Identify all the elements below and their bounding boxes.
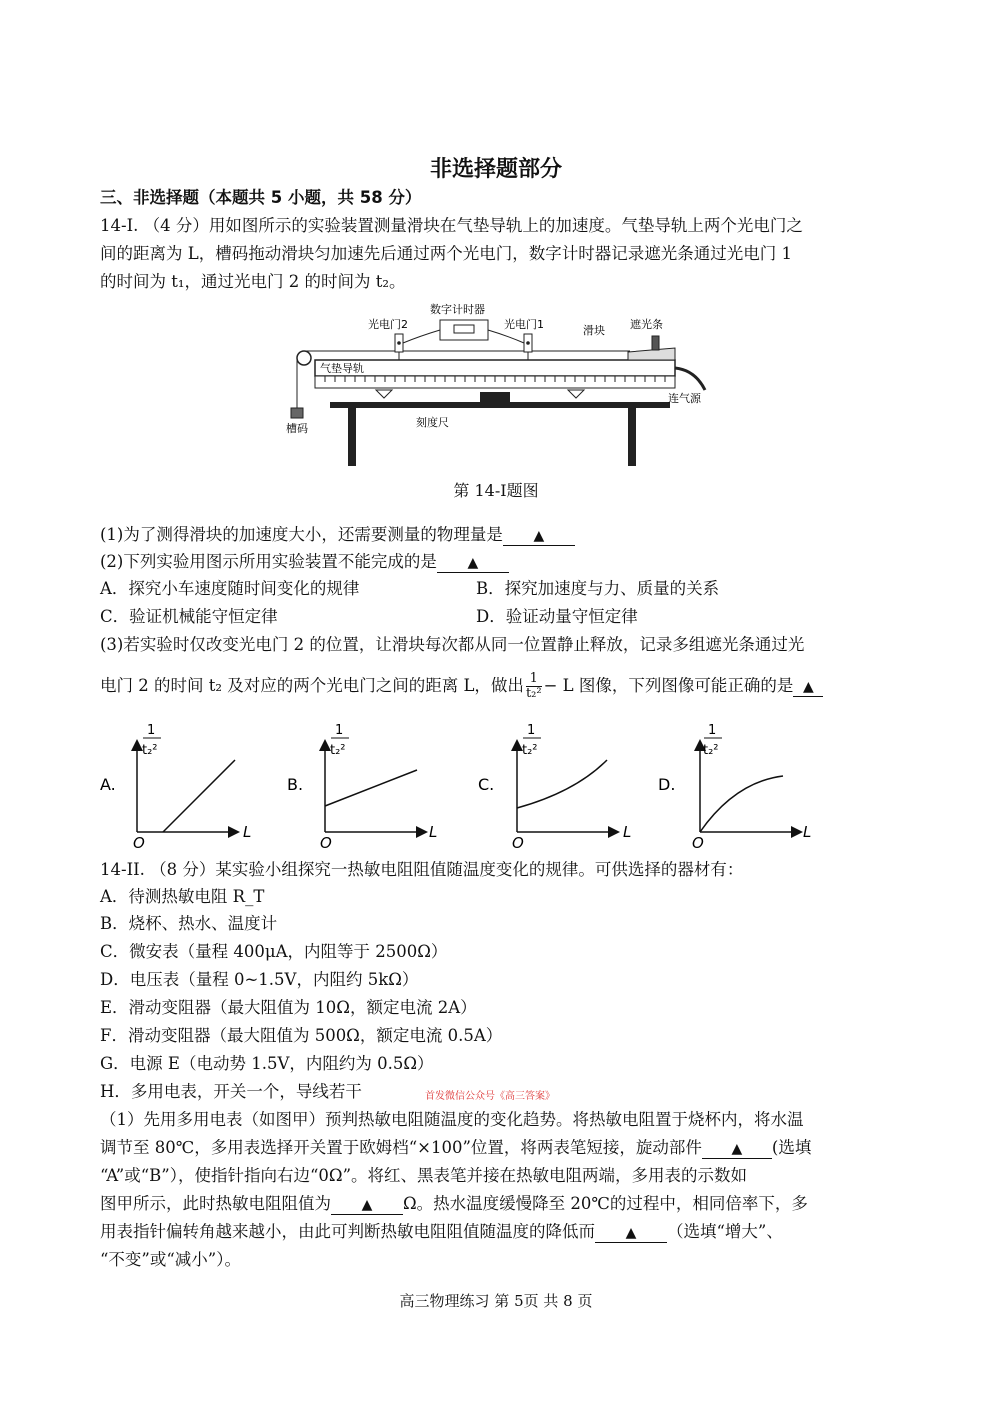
svg-text:L: L	[429, 823, 438, 841]
item-g: G．电源 E（电动势 1.5V，内阻约为 0.5Ω）	[100, 1054, 434, 1073]
label-weight: 槽码	[286, 422, 308, 435]
apparatus-figure	[280, 298, 720, 470]
svg-text:O: O	[320, 834, 332, 850]
fraction: $\frac{1}{\text{t₂²}}$	[525, 671, 542, 701]
graph-d-label: D.	[658, 775, 676, 794]
answer-blank-mark: ▲	[625, 1225, 637, 1241]
option-b: B．探究加速度与力、质量的关系	[476, 579, 720, 598]
option-a: A．探究小车速度随时间变化的规律	[100, 579, 360, 598]
graph-c-label: C.	[478, 775, 495, 794]
option-d: D．验证动量守恒定律	[476, 607, 638, 626]
svg-text:L: L	[243, 823, 252, 841]
svg-text:1: 1	[147, 723, 156, 738]
label-timer: 数字计时器	[430, 303, 485, 316]
graph-b-label: B.	[287, 775, 304, 794]
label-shade: 遮光条	[630, 318, 663, 331]
section-heading: 三、非选择题（本题共 5 小题，共 58 分）	[100, 188, 422, 207]
q14ii-s1-line6: “不变”或“减小”）。	[100, 1250, 241, 1269]
q14i-part1: (1)为了测得滑块的加速度大小，还需要测量的物理量是 ▲	[100, 524, 575, 546]
q14ii-s1-line2: 调节至 80℃，多用表选择开关置于欧姆档“×100”位置，将两表笔短接，旋动部件 ▲ (选填	[100, 1138, 812, 1157]
item-h: H．多用电表，开关一个，导线若干	[100, 1082, 362, 1101]
pulley	[297, 351, 311, 365]
svg-text:L: L	[623, 823, 632, 841]
svg-text:O: O	[133, 834, 145, 850]
option-c: C．验证机械能守恒定律	[100, 607, 278, 626]
label-air: 连气源	[668, 392, 701, 405]
svg-text:t₂²: t₂²	[703, 743, 719, 758]
answer-blank-mark: ▲	[802, 679, 814, 695]
answer-blank-mark: ▲	[361, 1197, 373, 1213]
label-slider: 滑块	[583, 324, 605, 337]
track-foot-right	[568, 390, 584, 398]
graph-a-label: A.	[100, 775, 116, 794]
q14ii-s1-line1: （1）先用多用电表（如图甲）预判热敏电阻随温度的变化趋势。将热敏电阻置于烧杯内，将水温	[100, 1110, 804, 1129]
table-leg-right	[628, 408, 636, 466]
svg-text:t₂²: t₂²	[142, 743, 158, 758]
watermark: 首发微信公众号《高三答案》	[425, 1091, 555, 1102]
q14i-part2: (2)下列实验用图示所用实验装置不能完成的是 ▲	[100, 551, 509, 573]
label-ruler: 刻度尺	[416, 416, 449, 429]
weight-block	[291, 408, 303, 418]
q14ii-s1-line3: “A”或“B”），使指针指向右边“0Ω”。将红、黑表笔并接在热敏电阻两端，多用表的示数如	[100, 1166, 748, 1185]
figure-caption: 第 14-I题图	[453, 481, 539, 500]
track-support	[480, 392, 510, 402]
item-b: B．烧杯、热水、温度计	[100, 914, 278, 933]
svg-text:t₂²: t₂²	[330, 743, 346, 758]
q14i-line2: 间的距离为 L，槽码拖动滑块匀加速先后通过两个光电门，数字计时器记录遮光条通过光电门 1	[100, 244, 792, 263]
svg-text:O: O	[692, 834, 704, 850]
q14i-part3-line2: 电门 2 的时间 t₂ 及对应的两个光电门之间的距离 L，做出 $\frac{1}{\text{t₂²}}$ − L 图像，下列图像可能正确的是 ▲	[100, 672, 823, 701]
q14ii-intro: 14-II. （8 分）某实验小组探究一热敏电阻阻值随温度变化的规律。可供选择的器材有：	[100, 860, 744, 879]
graph-b	[287, 723, 437, 850]
svg-text:t₂²: t₂²	[522, 743, 538, 758]
item-c: C．微安表（量程 400μA，内阻等于 2500Ω）	[100, 942, 448, 961]
graph-d-curve	[700, 776, 783, 832]
svg-text:1: 1	[708, 723, 717, 738]
label-gate2: 光电门2	[368, 318, 408, 331]
table-leg-left	[348, 408, 356, 466]
label-track: 气垫导轨	[320, 362, 364, 375]
svg-text:L: L	[803, 823, 812, 841]
air-track	[315, 360, 675, 376]
item-a: A．待测热敏电阻 R_T	[100, 887, 265, 906]
answer-blank-mark: ▲	[467, 555, 479, 571]
wire-left	[403, 330, 440, 343]
page-title: 非选择题部分	[429, 157, 562, 182]
answer-blank-mark: ▲	[533, 528, 545, 544]
label-gate1: 光电门1	[504, 318, 544, 331]
graph-d	[658, 723, 811, 850]
item-f: F．滑动变阻器（最大阻值为 500Ω，额定电流 0.5A）	[100, 1026, 503, 1045]
item-d: D．电压表（量程 0~1.5V，内阻约 5kΩ）	[100, 970, 419, 989]
air-hose	[675, 368, 705, 390]
svg-text:O: O	[512, 834, 524, 850]
item-e: E．滑动变阻器（最大阻值为 10Ω，额定电流 2A）	[100, 998, 477, 1017]
page-footer: 高三物理练习 第 5页 共 8 页	[399, 1292, 593, 1310]
graph-a-curve	[163, 760, 235, 832]
graph-a	[100, 723, 251, 850]
shade-strip	[652, 336, 659, 350]
q14i-line1: 14-I. （4 分）用如图所示的实验装置测量滑块在气垫导轨上的加速度。气垫导轨上两个光电门之	[100, 216, 803, 235]
q14ii-s1-line4: 图甲所示，此时热敏电阻阻值为 ▲ Ω。热水温度缓慢降至 20℃的过程中，相同倍率下，多	[100, 1194, 808, 1213]
answer-blank-mark: ▲	[731, 1141, 743, 1157]
graph-c	[478, 723, 631, 850]
svg-text:1: 1	[335, 723, 344, 738]
graphs	[95, 720, 815, 850]
q14ii-s1-line5: 用表指针偏转角越来越小，由此可判断热敏电阻阻值随温度的降低而 ▲ （选填“增大”、	[100, 1222, 783, 1241]
q14i-part3-line1: (3)若实验时仅改变光电门 2 的位置，让滑块每次都从同一位置静止释放，记录多组遮光条通过光	[100, 635, 805, 654]
table-top	[330, 402, 670, 408]
wire-right	[488, 330, 524, 343]
svg-text:1: 1	[527, 723, 536, 738]
q14i-line3: 的时间为 t₁，通过光电门 2 的时间为 t₂。	[100, 272, 406, 291]
graph-c-curve	[517, 760, 607, 808]
graph-b-curve	[325, 770, 417, 806]
track-foot-left	[376, 390, 392, 398]
